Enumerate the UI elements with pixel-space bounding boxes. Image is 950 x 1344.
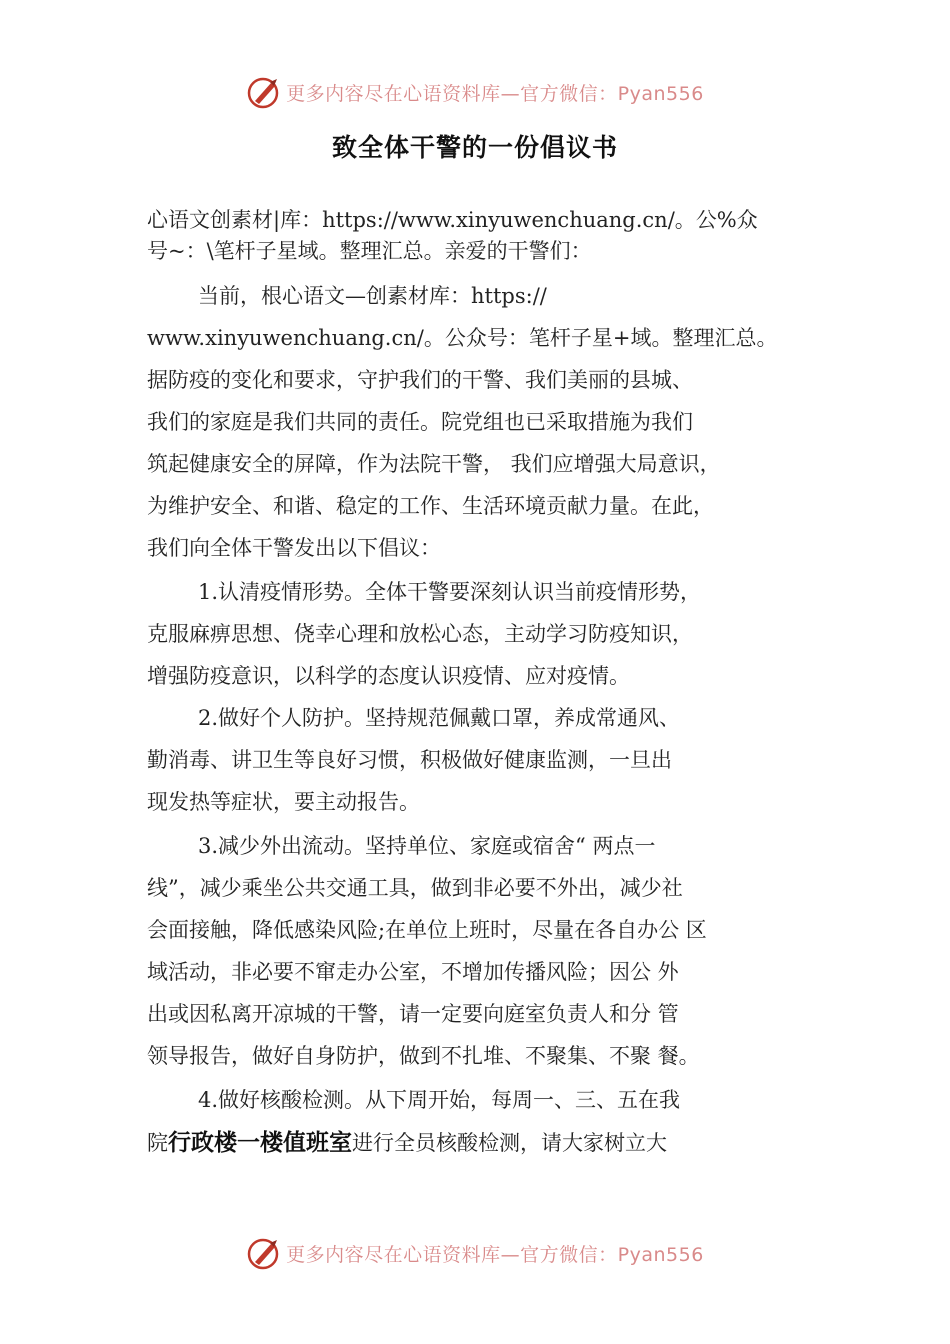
line-text-part: 院 — [147, 1131, 168, 1155]
pen-nib-logo-icon — [246, 74, 282, 110]
body-line: 增强防疫意识，以科学的态度认识疫情、应对疫情。 — [147, 664, 630, 688]
body-line: 2.做好个人防护。坚持规范佩戴口罩，养成常通风、 — [198, 706, 681, 730]
body-line: 当前，根心语文—创素材库：https:// — [198, 284, 547, 308]
body-line: 现发热等症状，要主动报告。 — [147, 790, 420, 814]
body-line: 我们的家庭是我们共同的责任。院党组也已采取措施为我们 — [147, 410, 693, 434]
body-line: 会面接触，降低感染风险;在单位上班时，尽量在各自办公 区 — [147, 918, 707, 942]
pen-nib-logo-icon — [246, 1235, 282, 1271]
body-line: 领导报告，做好自身防护，做到不扎堆、不聚集、不聚 餐。 — [147, 1044, 700, 1068]
body-line: 线”，减少乘坐公共交通工具，做到非必要不外出，减少社 — [147, 876, 683, 900]
body-line: 心语文创素材|库：https://www.xinyuwenchuang.cn/。公%众 — [147, 208, 758, 232]
body-line: www.xinyuwenchuang.cn/。公众号：笔杆子星+域。整理汇总。 — [147, 326, 778, 350]
watermark-text: 更多内容尽在心语资料库—官方微信：Pyan556 — [286, 1243, 704, 1266]
body-line: 克服麻痹思想、侥幸心理和放松心态，主动学习防疫知识， — [147, 622, 693, 646]
body-line: 域活动，非必要不窜走办公室，不增加传播风险；因公 外 — [147, 960, 679, 984]
watermark-banner-bottom — [0, 1231, 950, 1275]
document-title: 致全体干警的一份倡议书 — [331, 133, 618, 162]
body-line: 3.减少外出流动。坚持单位、家庭或宿舍“ 两点一 — [198, 834, 656, 858]
body-line: 1.认清疫情形势。全体干警要深刻认识当前疫情形势， — [198, 580, 702, 604]
body-line-mixed — [147, 1124, 667, 1157]
body-line: 4.做好核酸检测。从下周开始，每周一、三、五在我 — [198, 1088, 681, 1112]
body-line: 筑起健康安全的屏障，作为法院干警， 我们应增强大局意识， — [147, 452, 721, 476]
watermark-banner-top — [0, 70, 950, 114]
body-line: 勤消毒、讲卫生等良好习惯，积极做好健康监测，一旦出 — [147, 748, 672, 772]
body-line: 号~：\笔杆子星域。整理汇总。亲爱的干警们： — [147, 239, 592, 263]
body-line: 出或因私离开凉城的干警，请一定要向庭室负责人和分 管 — [147, 1002, 679, 1026]
body-line: 我们向全体干警发出以下倡议： — [147, 536, 441, 560]
body-line: 为维护安全、和谐、稳定的工作、生活环境贡献力量。在此， — [147, 494, 714, 518]
watermark-text: 更多内容尽在心语资料库—官方微信：Pyan556 — [286, 82, 704, 105]
line-text-part: 进行全员核酸检测，请大家树立大 — [352, 1131, 667, 1155]
emphasized-location-text: 行政楼一楼值班室 — [168, 1130, 352, 1156]
body-line: 据防疫的变化和要求，守护我们的干警、我们美丽的县城、 — [147, 368, 693, 392]
